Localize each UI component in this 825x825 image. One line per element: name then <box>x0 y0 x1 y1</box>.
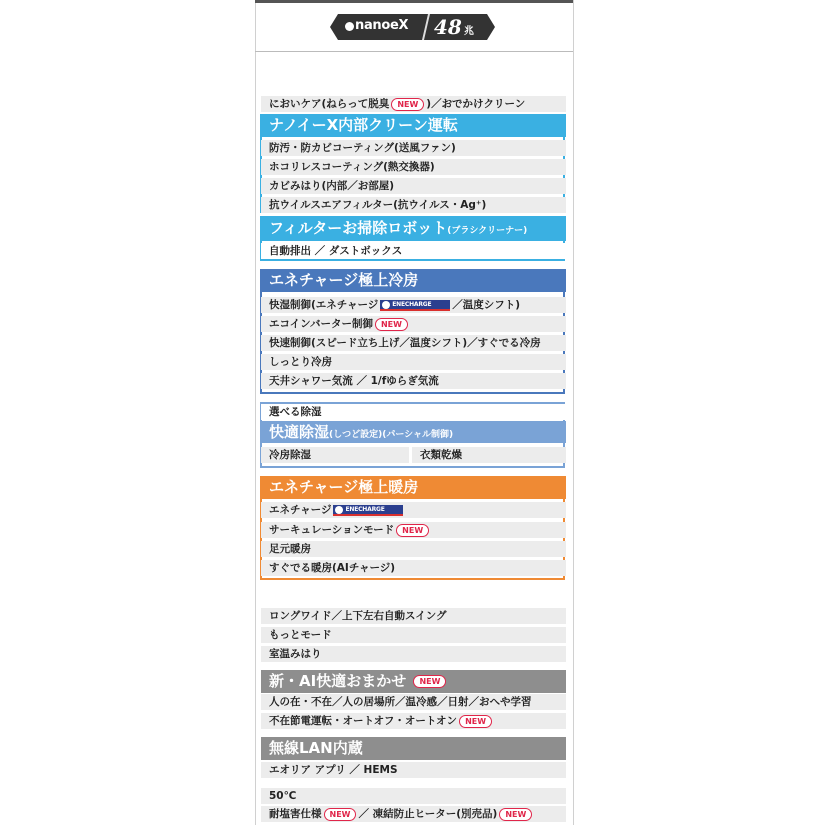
top-border <box>255 0 573 3</box>
list-item: エオリア アプリ ／ HEMS <box>261 762 566 778</box>
logo-number: 48 <box>434 15 462 39</box>
list-item: しっとり冷房 <box>261 354 566 370</box>
logo-divider <box>255 51 573 52</box>
list-item: 防汚・防カビコーティング(送風ファン) <box>261 140 566 156</box>
enecharge-logo: ENECHARGE <box>380 300 450 311</box>
list-item: サーキュレーションモード NEW <box>261 522 566 538</box>
nanoe-section-title: ナノイーX内部クリーン運転 <box>261 114 566 137</box>
list-item: 不在節電運転・オートオフ・オートオン NEW <box>261 713 566 729</box>
list-item: エコインバーター制御 NEW <box>261 316 566 332</box>
list-item: 足元暖房 <box>261 541 566 557</box>
ai-section-title: 新・AI快適おまかせ NEW <box>261 670 566 693</box>
enecharge-logo: ENECHARGE <box>333 505 403 516</box>
list-item: 抗ウイルスエアフィルター(抗ウイルス・Ag⁺) <box>261 197 566 213</box>
list-item: 天井シャワー気流 ／ 1/fゆらぎ気流 <box>261 373 566 389</box>
list-item: すぐでる暖房(AIチャージ) <box>261 560 566 576</box>
list-item: ロングワイド／上下左右自動スイング <box>261 608 566 624</box>
list-item: 快速制御(スピード立ち上げ／温度シフト)／すぐでる冷房 <box>261 335 566 351</box>
list-item: 50℃ <box>261 788 566 804</box>
list-item: 室温みはり <box>261 646 566 662</box>
list-item: エネチャージ ENECHARGE <box>261 502 566 518</box>
heating-section-title: エネチャージ極上暖房 <box>261 476 566 499</box>
list-item: もっとモード <box>261 627 566 643</box>
filter-section-title: フィルターお掃除ロボット(ブラシクリーナー) <box>261 216 566 241</box>
dehumidify-title: 快適除湿(しつど設定)(パーシャル制御) <box>261 421 566 443</box>
dehumidify-modes <box>261 447 566 463</box>
list-item: 快湿制御(エネチャージ ENECHARGE ／温度シフト) <box>261 297 566 313</box>
list-item: カビみはり(内部／お部屋) <box>261 178 566 194</box>
nanoe-dot-icon <box>345 22 354 31</box>
list-item: 耐塩害仕様 NEW ／ 凍結防止ヒーター(別売品) NEW <box>261 806 566 822</box>
new-badge: NEW <box>413 675 446 688</box>
odor-care-row: においケア(ねらって脱臭 NEW )／おでかけクリーン <box>261 96 566 112</box>
new-badge: NEW <box>459 715 492 728</box>
new-badge: NEW <box>324 808 357 821</box>
logo-unit: 兆 <box>464 26 474 37</box>
list-item: 衣類乾燥 <box>412 447 566 463</box>
list-item: 選べる除湿 <box>261 404 566 420</box>
logo-brand: nanoeX <box>355 18 409 33</box>
list-item: 人の在・不在／人の居場所／温冷感／日射／おへや学習 <box>261 694 566 710</box>
new-badge: NEW <box>499 808 532 821</box>
list-item: ホコリレスコーティング(熱交換器) <box>261 159 566 175</box>
new-badge: NEW <box>391 98 424 111</box>
new-badge: NEW <box>396 524 429 537</box>
nanoex-logo <box>330 14 495 40</box>
list-item: 冷房除湿 <box>261 447 409 463</box>
lan-section-title: 無線LAN内蔵 <box>261 737 566 760</box>
cooling-section-title: エネチャージ極上冷房 <box>261 269 566 292</box>
new-badge: NEW <box>375 318 408 331</box>
list-item: 自動排出 ／ ダストボックス <box>261 243 566 259</box>
